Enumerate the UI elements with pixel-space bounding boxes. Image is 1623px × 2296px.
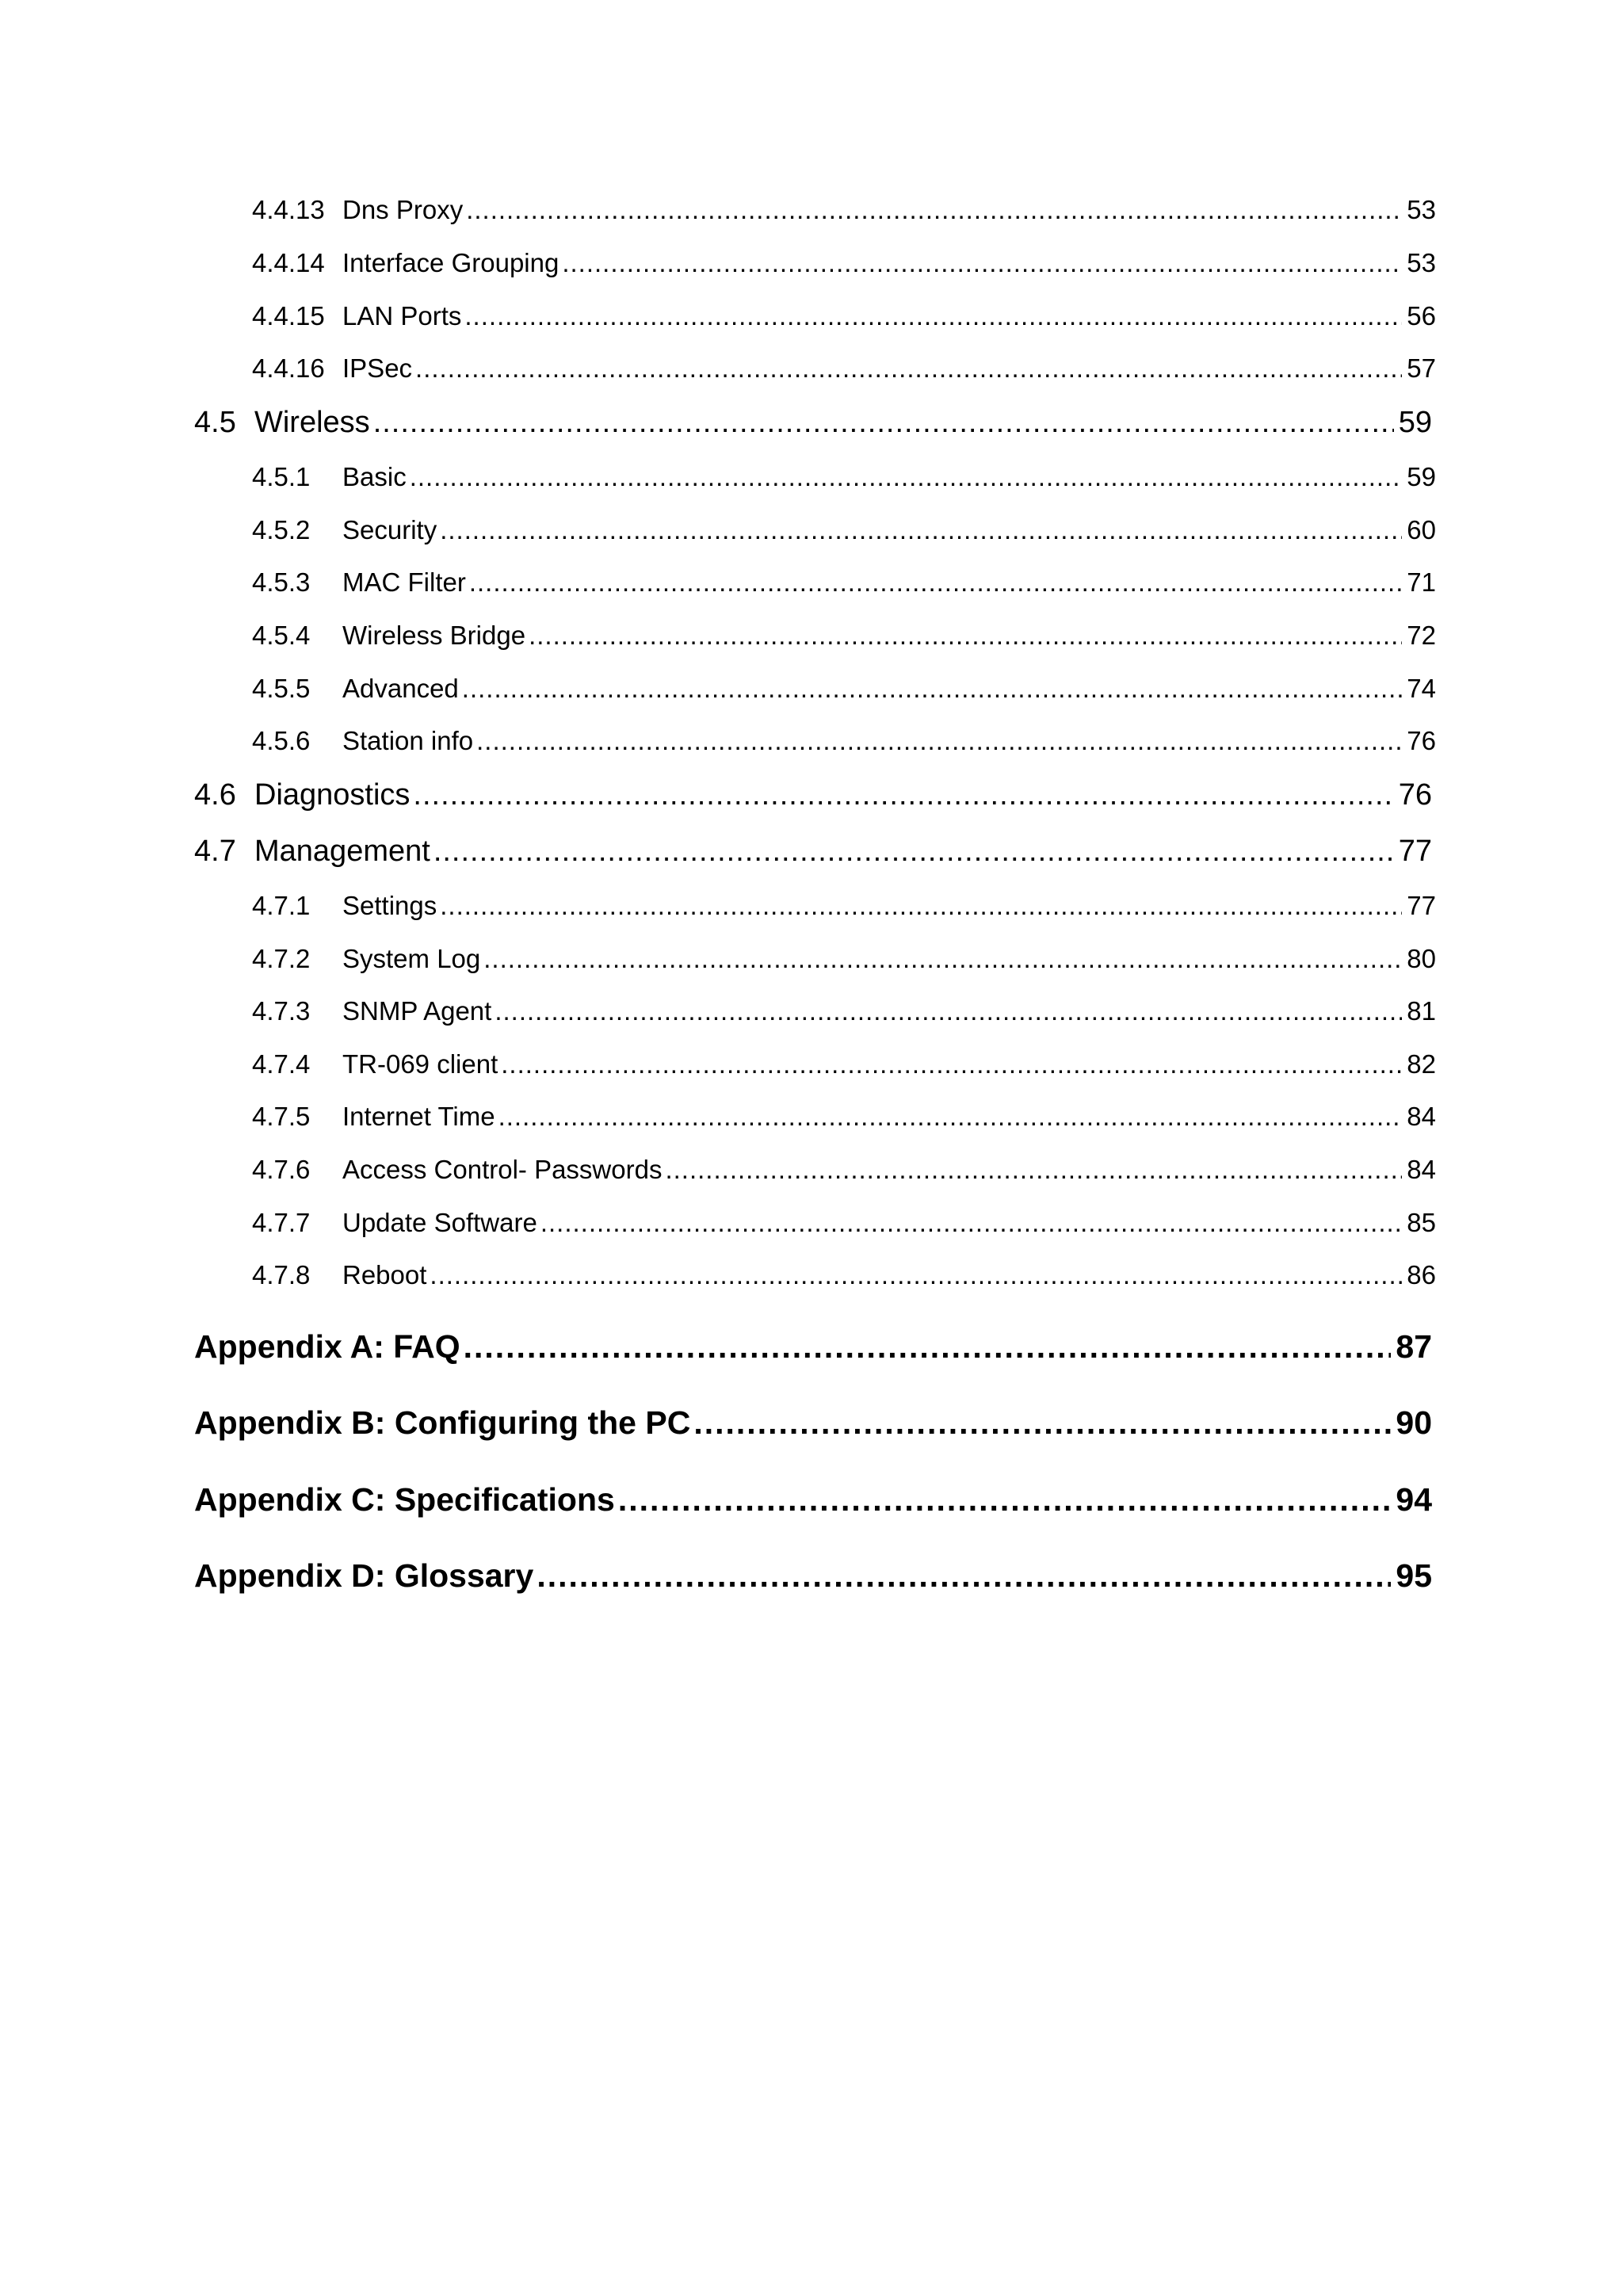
toc-entry-title: Appendix B: Configuring the PC [194, 1404, 691, 1441]
dot-leader [430, 1262, 1402, 1288]
dot-leader [466, 197, 1402, 223]
toc-entry-title: System Log [342, 944, 481, 973]
toc-entry[interactable] [252, 517, 1436, 543]
toc-entry[interactable] [252, 197, 1436, 223]
toc-entry[interactable] [252, 250, 1436, 276]
toc-entry-title: MAC Filter [342, 567, 466, 597]
toc-entry-page: 77 [1398, 835, 1432, 868]
toc-entry-title: Internet Time [342, 1102, 495, 1131]
toc-entry-number: 4.5.3 [252, 567, 311, 597]
toc-entry-page: 76 [1407, 726, 1436, 755]
toc-entry-page: 81 [1407, 996, 1436, 1026]
dot-leader [413, 780, 1393, 810]
toc-entry[interactable] [252, 622, 1436, 648]
toc-entry[interactable] [252, 946, 1436, 972]
toc-entry-title: LAN Ports [342, 301, 462, 330]
toc-entry-number: 4.6 [194, 778, 236, 812]
toc-entry-page: 77 [1407, 891, 1436, 920]
dot-leader [469, 569, 1402, 595]
toc-entry-number: 4.5 [194, 406, 236, 439]
toc-entry-page: 71 [1407, 567, 1436, 597]
toc-entry-page: 94 [1396, 1481, 1432, 1518]
toc-entry-page: 84 [1407, 1102, 1436, 1131]
dot-leader [665, 1156, 1402, 1182]
toc-entry-title: Wireless Bridge [342, 621, 526, 650]
toc-entry-title: Diagnostics [254, 778, 411, 812]
toc-entry-number: 4.7.3 [252, 996, 311, 1026]
dot-leader [476, 728, 1402, 754]
toc-entry-title: Appendix D: Glossary [194, 1557, 534, 1594]
dot-leader [501, 1051, 1402, 1077]
toc-entry-page: 57 [1407, 353, 1436, 383]
toc-entry-number: 4.4.15 [252, 301, 325, 330]
toc-entry-page: 53 [1407, 248, 1436, 277]
dot-leader [540, 1209, 1402, 1236]
toc-entry-page: 87 [1396, 1328, 1432, 1365]
toc-entry-title: Reboot [342, 1260, 427, 1289]
toc-appendix-entry[interactable] [194, 1481, 1432, 1518]
dot-leader [464, 303, 1402, 329]
toc-appendix-entry[interactable] [194, 1404, 1432, 1441]
toc-entry-title: SNMP Agent [342, 996, 492, 1026]
toc-entry[interactable] [252, 892, 1436, 919]
toc-entry-page: 82 [1407, 1049, 1436, 1079]
toc-entry-number: 4.4.13 [252, 195, 325, 224]
toc-appendix-entry[interactable] [194, 1557, 1432, 1594]
toc-entry-number: 4.4.14 [252, 248, 325, 277]
dot-leader [537, 1560, 1391, 1592]
toc-entry[interactable] [252, 569, 1436, 595]
toc-entry-page: 72 [1407, 621, 1436, 650]
toc-entry-title: IPSec [342, 353, 413, 383]
toc-entry-number: 4.7.4 [252, 1049, 311, 1079]
toc-entry-title: Station info [342, 726, 474, 755]
toc-entry[interactable] [252, 675, 1436, 701]
toc-entry[interactable] [252, 1156, 1436, 1182]
toc-entry-page: 53 [1407, 195, 1436, 224]
toc-entry[interactable] [252, 1209, 1436, 1236]
toc-entry-title: Management [254, 835, 430, 868]
toc-entry-number: 4.5.2 [252, 515, 311, 544]
dot-leader [529, 622, 1402, 648]
toc-entry-page: 76 [1398, 778, 1432, 812]
toc-entry-number: 4.7 [194, 835, 236, 868]
toc-entry[interactable] [252, 1051, 1436, 1077]
dot-leader [410, 464, 1403, 490]
toc-entry-number: 4.5.4 [252, 621, 311, 650]
toc-entry[interactable] [252, 998, 1436, 1024]
dot-leader [440, 892, 1402, 919]
toc-entry-title: Settings [342, 891, 437, 920]
dot-leader [440, 517, 1402, 543]
toc-entry-title: Appendix C: Specifications [194, 1481, 615, 1518]
toc-entry-page: 80 [1407, 944, 1436, 973]
toc-entry-number: 4.5.5 [252, 674, 311, 703]
toc-entry-number: 4.5.6 [252, 726, 311, 755]
toc-entry-number: 4.7.5 [252, 1102, 311, 1131]
dot-leader [495, 998, 1402, 1024]
toc-appendix-entry[interactable] [194, 1328, 1432, 1365]
dot-leader [433, 836, 1394, 866]
toc-entry[interactable] [194, 407, 1432, 437]
toc-entry-title: Basic [342, 462, 407, 491]
dot-leader [415, 355, 1402, 381]
toc-entry-number: 4.7.8 [252, 1260, 311, 1289]
toc-entry-number: 4.7.7 [252, 1208, 311, 1237]
dot-leader [562, 250, 1402, 276]
toc-entry[interactable] [194, 780, 1432, 810]
toc-entry-title: Interface Grouping [342, 248, 559, 277]
toc-entry[interactable] [252, 464, 1436, 490]
toc-entry-page: 56 [1407, 301, 1436, 330]
toc-entry-page: 74 [1407, 674, 1436, 703]
toc-entry[interactable] [252, 303, 1436, 329]
toc-entry-number: 4.5.1 [252, 462, 311, 491]
toc-entry-page: 59 [1407, 462, 1436, 491]
toc-entry-title: Security [342, 515, 437, 544]
toc-entry-page: 85 [1407, 1208, 1436, 1237]
toc-entry-title: Access Control- Passwords [342, 1155, 663, 1184]
toc-entry-title: Dns Proxy [342, 195, 464, 224]
toc-entry-title: Appendix A: FAQ [194, 1328, 460, 1365]
toc-entry-title: Update Software [342, 1208, 537, 1237]
toc-entry-number: 4.7.2 [252, 944, 311, 973]
dot-leader [373, 407, 1394, 437]
toc-entry-page: 86 [1407, 1260, 1436, 1289]
toc-entry-page: 84 [1407, 1155, 1436, 1184]
toc-entry-number: 4.7.6 [252, 1155, 311, 1184]
toc-entry[interactable] [252, 1103, 1436, 1129]
toc-entry-page: 95 [1396, 1557, 1432, 1594]
toc-entry-number: 4.7.1 [252, 891, 311, 920]
toc-entry-number: 4.4.16 [252, 353, 325, 383]
dot-leader [483, 946, 1402, 972]
toc-entry[interactable] [252, 728, 1436, 754]
toc-entry-title: Advanced [342, 674, 459, 703]
dot-leader [618, 1484, 1392, 1516]
toc-entry-page: 60 [1407, 515, 1436, 544]
toc-entry[interactable] [252, 1262, 1436, 1288]
toc-entry[interactable] [252, 355, 1436, 381]
dot-leader [693, 1407, 1391, 1439]
dot-leader [498, 1103, 1403, 1129]
toc-entry-page: 59 [1398, 406, 1432, 439]
toc-entry[interactable] [194, 836, 1432, 866]
toc-entry-page: 90 [1396, 1404, 1432, 1441]
toc-entry-title: TR-069 client [342, 1049, 498, 1079]
toc-entry-title: Wireless [254, 406, 370, 439]
dot-leader [462, 675, 1403, 701]
dot-leader [464, 1331, 1392, 1363]
